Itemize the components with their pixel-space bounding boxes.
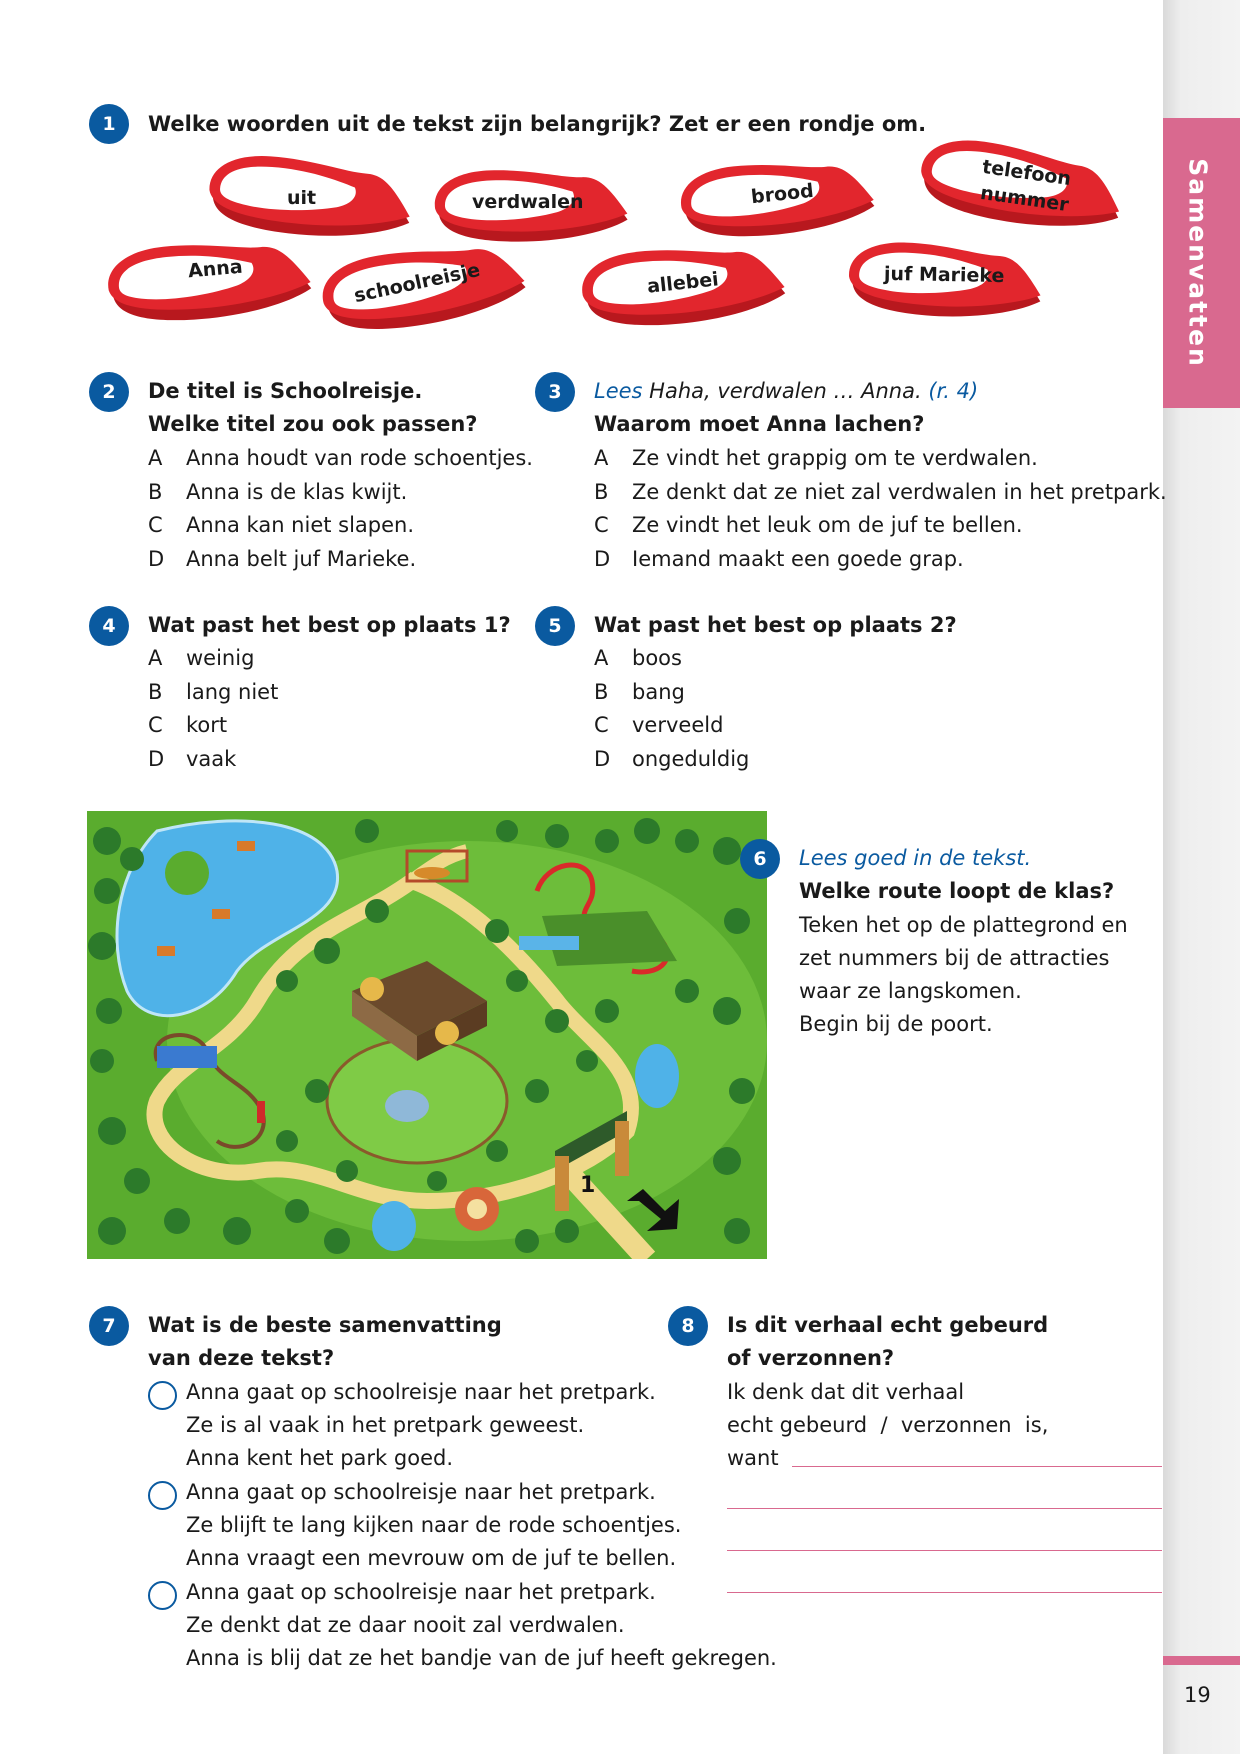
choice-3-line: Anna is blij dat ze het bandje van de juf heeft gekregen. xyxy=(186,1646,777,1670)
option-item[interactable]: C Anna kan niet slapen. xyxy=(148,513,415,537)
question-2-options xyxy=(148,442,533,576)
section-tab-label: Samenvatten xyxy=(1183,158,1213,368)
option-item[interactable]: B lang niet xyxy=(148,679,279,704)
park-map[interactable] xyxy=(87,811,767,1259)
word-schoolreisje[interactable]: schoolreisje xyxy=(352,258,483,308)
word-uit[interactable]: uit xyxy=(287,187,317,209)
gate-label: 1 xyxy=(580,1173,596,1198)
question-6-instruction-line: Begin bij de poort. xyxy=(799,1012,993,1036)
question-8-title-line2: of verzonnen? xyxy=(727,1346,895,1370)
word-brood[interactable]: brood xyxy=(750,179,815,209)
boat xyxy=(212,909,230,919)
word-verdwalen[interactable]: verdwalen xyxy=(472,191,584,213)
choice-1-line: Anna gaat op schoolreisje naar het pretpark. xyxy=(186,1380,656,1404)
word-shoe-telefoon xyxy=(916,134,1126,237)
option-item[interactable]: D Anna belt juf Marieke. xyxy=(148,546,417,571)
boat xyxy=(157,946,175,956)
choice-2-line: Anna gaat op schoolreisje naar het pretpark. xyxy=(186,1480,656,1504)
question-3-title: Waarom moet Anna lachen? xyxy=(594,412,925,436)
question-2-title-line2: Welke titel zou ook passen? xyxy=(148,412,478,436)
lake-island xyxy=(165,851,209,895)
option-item[interactable]: A Ze vindt het grappig om te verdwalen. xyxy=(594,446,1038,470)
choice-circle-1[interactable] xyxy=(148,1381,177,1410)
boat xyxy=(237,841,255,851)
word-anna[interactable]: Anna xyxy=(187,255,244,283)
answer-line[interactable] xyxy=(727,1550,1162,1551)
question-3-number: 3 xyxy=(535,372,575,412)
elephant xyxy=(385,1090,429,1122)
page-number-bar xyxy=(1163,1656,1240,1665)
question-5-number: 5 xyxy=(535,606,575,646)
option-item[interactable]: C kort xyxy=(148,713,228,737)
question-6-hint: Lees goed in de tekst. xyxy=(799,846,1032,870)
question-7-title-line2: van deze tekst? xyxy=(148,1346,335,1370)
question-5-options xyxy=(594,642,749,776)
answer-line[interactable] xyxy=(727,1592,1162,1593)
train xyxy=(257,1101,265,1123)
choice-3-line: Anna gaat op schoolreisje naar het pretpark. xyxy=(186,1580,656,1604)
question-6-instruction-line: waar ze langskomen. xyxy=(799,979,1022,1003)
option-item[interactable]: D ongeduldig xyxy=(594,746,750,771)
small-pond xyxy=(372,1201,416,1251)
question-4-number: 4 xyxy=(89,606,129,646)
question-4-title: Wat past het best op plaats 1? xyxy=(148,613,511,637)
option-item[interactable]: B Ze denkt dat ze niet zal verdwalen in het pretpark. xyxy=(594,479,1167,504)
question-1-title: Welke woorden uit de tekst zijn belangrijk? Zet er een rondje om. xyxy=(148,112,927,136)
choice-1-line: Anna kent het park goed. xyxy=(186,1446,453,1470)
question-2-title-line1: De titel is Schoolreisje. xyxy=(148,379,423,403)
question-8-number: 8 xyxy=(668,1306,708,1346)
option-item[interactable]: D Iemand maakt een goede grap. xyxy=(594,546,964,571)
option-item[interactable]: C Ze vindt het leuk om de juf te bellen. xyxy=(594,513,1023,537)
choice-3-line: Ze denkt dat ze daar nooit zal verdwalen. xyxy=(186,1613,625,1637)
park-map-illustration xyxy=(87,811,767,1259)
question-7-number: 7 xyxy=(89,1306,129,1346)
question-8-title-line1: Is dit verhaal echt gebeurd xyxy=(727,1313,1049,1337)
small-pond xyxy=(635,1044,679,1108)
train-station xyxy=(157,1046,217,1068)
choice-1-line: Ze is al vaak in het pretpark geweest. xyxy=(186,1413,585,1437)
option-item[interactable]: A weinig xyxy=(148,646,255,670)
option-item[interactable]: A boos xyxy=(594,646,682,670)
choice-circle-2[interactable] xyxy=(148,1481,177,1510)
choice-circle-3[interactable] xyxy=(148,1581,177,1610)
option-item[interactable]: C verveeld xyxy=(594,713,724,737)
question-6-instruction-line: Teken het op de plattegrond en xyxy=(799,913,1128,937)
word-telefoon[interactable]: telefoon xyxy=(980,155,1073,191)
option-item[interactable]: B bang xyxy=(594,679,685,704)
option-item[interactable]: B Anna is de klas kwijt. xyxy=(148,479,408,504)
question-6-instruction-line: zet nummers bij de attracties xyxy=(799,946,1110,970)
page-number: 19 xyxy=(1184,1683,1211,1707)
question-7-title-line1: Wat is de beste samenvatting xyxy=(148,1313,502,1337)
question-3-hint: Lees Haha, verdwalen … Anna. (r. 4) xyxy=(594,379,979,403)
answer-line[interactable] xyxy=(727,1508,1162,1509)
choice-2-line: Ze blijft te lang kijken naar de rode schoentjes. xyxy=(186,1513,682,1537)
option-item[interactable]: D vaak xyxy=(148,746,237,771)
answer-line[interactable] xyxy=(792,1466,1162,1467)
question-6-title: Welke route loopt de klas? xyxy=(799,879,1115,903)
option-item[interactable]: A Anna houdt van rode schoentjes. xyxy=(148,446,533,470)
question-6-number: 6 xyxy=(740,839,780,879)
question-8-sentence-line1: Ik denk dat dit verhaal xyxy=(727,1380,965,1404)
question-2-number: 2 xyxy=(89,372,129,412)
choice-2-line: Anna vraagt een mevrouw om de juf te bellen. xyxy=(186,1546,677,1570)
question-8-sentence-line3: want xyxy=(727,1446,779,1470)
question-4-options xyxy=(148,642,278,776)
question-8-sentence-line2: echt gebeurd / verzonnen is, xyxy=(727,1413,1049,1437)
question-3-options xyxy=(594,442,1167,576)
word-allebei[interactable]: allebei xyxy=(646,268,720,298)
word-juf-marieke[interactable]: juf Marieke xyxy=(883,262,1005,288)
question-5-title: Wat past het best op plaats 2? xyxy=(594,613,957,637)
question-1-number: 1 xyxy=(89,104,129,144)
word-nummer[interactable]: nummer xyxy=(978,181,1071,217)
